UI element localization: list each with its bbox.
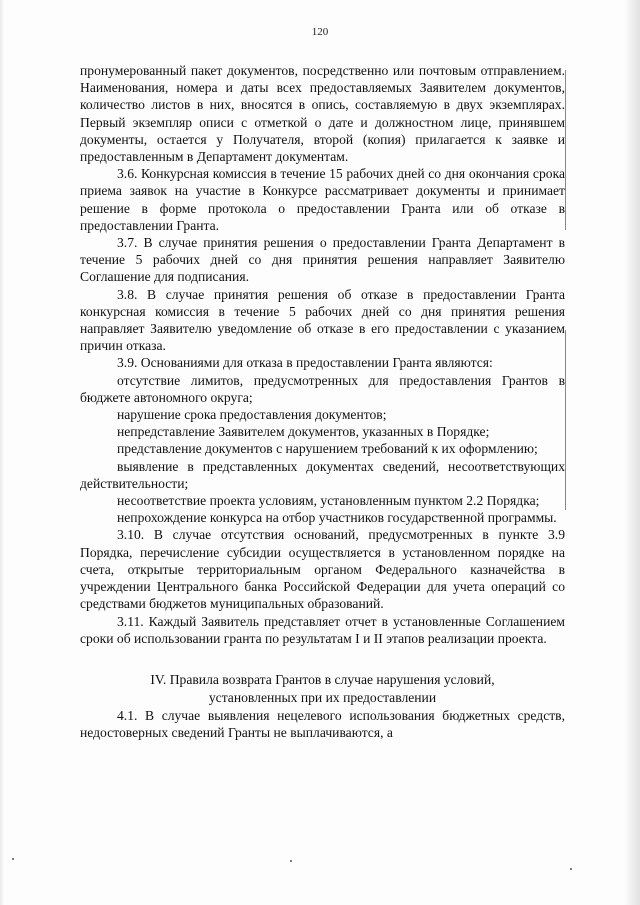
page-number: 120 — [311, 26, 329, 38]
paragraph-3-10: 3.10. В случае отсутствия оснований, предусмотренных в пункте 3.9 Порядка, перечисление субсидии осуществляется в установленном порядке на счета, открытые территориальным органом Федерального казначейства в учреждении Центрального банка Российской Федерации для учета операций со средствами бюджетов муниципальных образований. — [80, 527, 565, 612]
section-heading-iv — [80, 671, 565, 707]
paragraph-3-6: 3.6. Конкурсная комиссия в течение 15 рабочих дней со дня окончания срока приема заявок на участие в Конкурсе рассматривает документы и принимает решение в форме протокола о предоставлении Гранта или об отказе в предоставлении Гранта. — [80, 166, 565, 233]
list-item-project-mismatch: несоответствие проекта условиям, установленным пунктом 2.2 Порядка; — [117, 493, 540, 509]
scan-speck — [12, 858, 14, 860]
scan-margin-line — [565, 330, 566, 510]
paragraph-3-11: 3.11. Каждый Заявитель представляет отчет в установленные Соглашением сроки об использовании гранта по результатам I и II этапов реализации проекта. — [80, 613, 565, 646]
paragraph-continuation: пронумерованный пакет документов, посредственно или почтовым отправлением. Наименования, номера и даты всех предоставляемых Заявителем документов, количество листов в них, вносятся в опись, составляемую в двух экземплярах. Первый экземпляр описи с отметкой о дате и должностном лице, принявшем документы, остается у Получателя, второй (копия) прилагается к заявке и предоставленным в Департамент документам. — [80, 63, 565, 165]
list-item-no-limits: отсутствие лимитов, предусмотренных для предоставления Грантов в бюджете автономного округа; — [80, 372, 565, 405]
document-body — [80, 62, 565, 741]
scan-shadow-right — [624, 0, 640, 905]
list-item-formatting-violation: представление документов с нарушением требований к их оформлению; — [117, 441, 538, 457]
paragraph-3-9: 3.9. Основаниями для отказа в предоставлении Гранта являются: — [117, 355, 493, 371]
scan-speck — [290, 860, 292, 862]
list-item-missing-documents: непредставление Заявителем документов, указанных в Порядке; — [117, 424, 490, 440]
list-item-contest-failure: непрохождение конкурса на отбор участников государственной программы. — [117, 510, 557, 526]
scan-shadow-left — [0, 0, 4, 905]
paragraph-3-7: 3.7. В случае принятия решения о предоставлении Гранта Департамент в течение 5 рабочих дней со дня принятия решения направляет Заявителю Соглашение для подписания. — [80, 235, 565, 285]
scan-speck — [570, 868, 572, 870]
section-heading-line-1: IV. Правила возврата Грантов в случае нарушения условий, — [150, 671, 495, 687]
scan-margin-line — [565, 70, 566, 230]
paragraph-3-8: 3.8. В случае принятия решения об отказе в предоставлении Гранта конкурсная комиссия в течение 5 рабочих дней со дня принятия решения направляет Заявителю уведомление об отказе в его предоставлении с указанием причин отказа. — [80, 286, 565, 354]
list-item-false-information: выявление в представленных документах сведений, несоответствующих действительности; — [80, 458, 565, 491]
paragraph-4-1: 4.1. В случае выявления нецелевого использования бюджетных средств, недостоверных сведений Гранты не выплачиваются, а — [80, 707, 565, 740]
list-item-deadline-violation: нарушение срока предоставления документов; — [117, 407, 387, 423]
section-heading-line-2: установленных при их предоставлении — [208, 689, 437, 705]
